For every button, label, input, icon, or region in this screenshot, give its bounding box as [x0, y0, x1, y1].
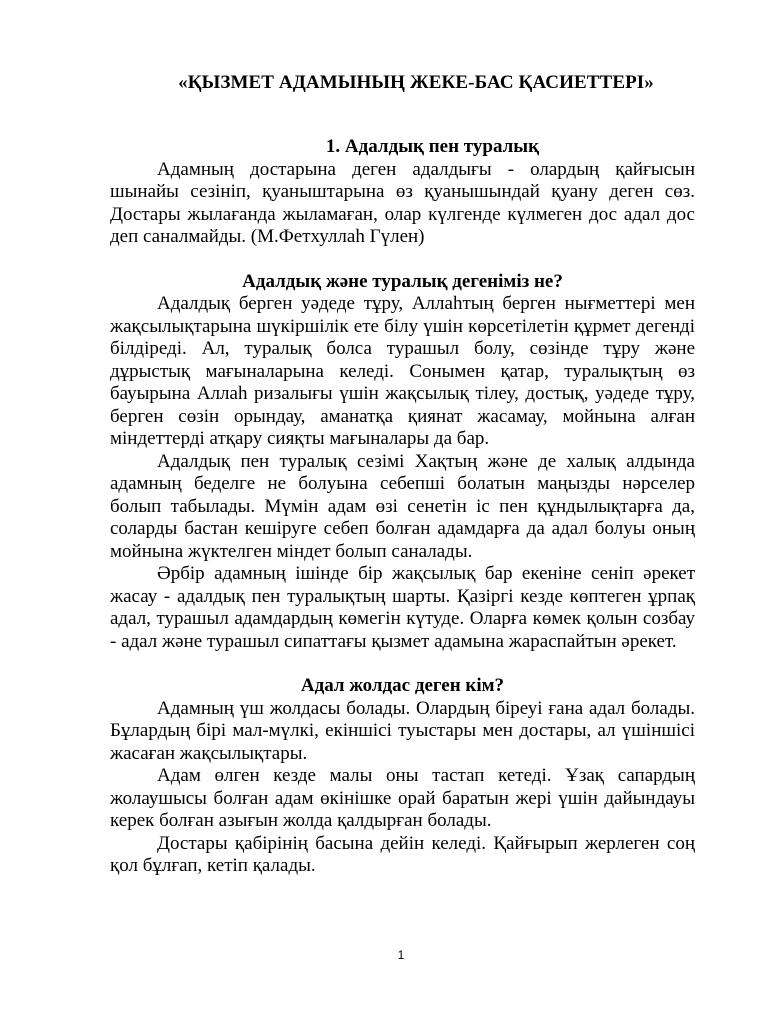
spacer — [110, 249, 695, 271]
spacer — [110, 653, 695, 675]
section-heading-1: 1. Адалдық пен туралық — [325, 136, 540, 157]
document-body — [110, 136, 695, 878]
paragraph: Әрбір адамның ішінде бір жақсылық бар екеніне сеніп әрекет жасау - адалдық пен туралықтың шарты. Қазіргі кезде көптеген ұрпақ адал, турашыл адамдардың көмегін күтуде. Оларға көмек қолын созбау - адал және турашыл сипаттағы қызмет адамына жараспайтын әрекет. — [110, 563, 695, 652]
page-number: 1 — [397, 948, 405, 962]
paragraph: Адалдық берген уәдеде тұру, Аллаһтың берген нығметтері мен жақсылықтарына шүкіршілік ете білу үшін көрсетілетін құрмет дегенді білдіреді. Ал, туралық болса турашыл болу, сөзінде тұру және дұрыстық мағыналарына келеді. Сонымен қатар, туралықтың өз бауырына Аллаһ ризалығы үшін жақсылық тілеу, достық, уәдеде тұру, берген сөзін орындау, аманатқа қиянат жасамау, мойнына алған міндеттерді атқару сияқты мағыналары да бар. — [110, 293, 695, 449]
section-heading-3: Адал жолдас деген кім? — [300, 675, 505, 696]
paragraph: Адамның достарына деген адалдығы - олардың қайғысын шынайы сезініп, қуаныштарына өз қуанышындай қуану деген сөз. Достары жылағанда жыламаған, олар күлгенде күлмеген дос адал дос деп саналмайды. (М.Фетхуллаһ Гүлен) — [110, 158, 695, 247]
paragraph: Адамның үш жолдасы болады. Олардың біреуі ғана адал болады. Бұлардың бірі мал-мүлкі, екіншісі туыстары мен достары, ал үшіншісі жасаған жақсылықтары. — [110, 697, 695, 764]
section-heading-2: Адалдық және туралық дегеніміз не? — [242, 270, 563, 292]
paragraph: Адам өлген кезде малы оны тастап кетеді. Ұзақ сапардың жолаушысы болған адам өкінішке орай баратын жері үшін дайындауы керек болған азығын жолда қалдырған болады. — [110, 765, 695, 831]
document-title: «ҚЫЗМЕТ АДАМЫНЫҢ ЖЕКЕ-БАС ҚАСИЕТТЕРІ» — [178, 72, 654, 93]
paragraph: Достары қабірінің басына дейін келеді. Қайғырып жерлеген соң қол бұлғап, кетіп қалады. — [110, 832, 695, 876]
paragraph: Адалдық пен туралық сезімі Хақтың және де халық алдында адамның беделге не болуына себепші болатын маңызды нәрселер болып табылады. Мүмін адам өзі сенетін іс пен құндылықтарға да, соларды бастан кешіруге себеп болған адамдарға да адал болуы оның мойнына жүктелген міндет болып саналады. — [110, 450, 695, 562]
